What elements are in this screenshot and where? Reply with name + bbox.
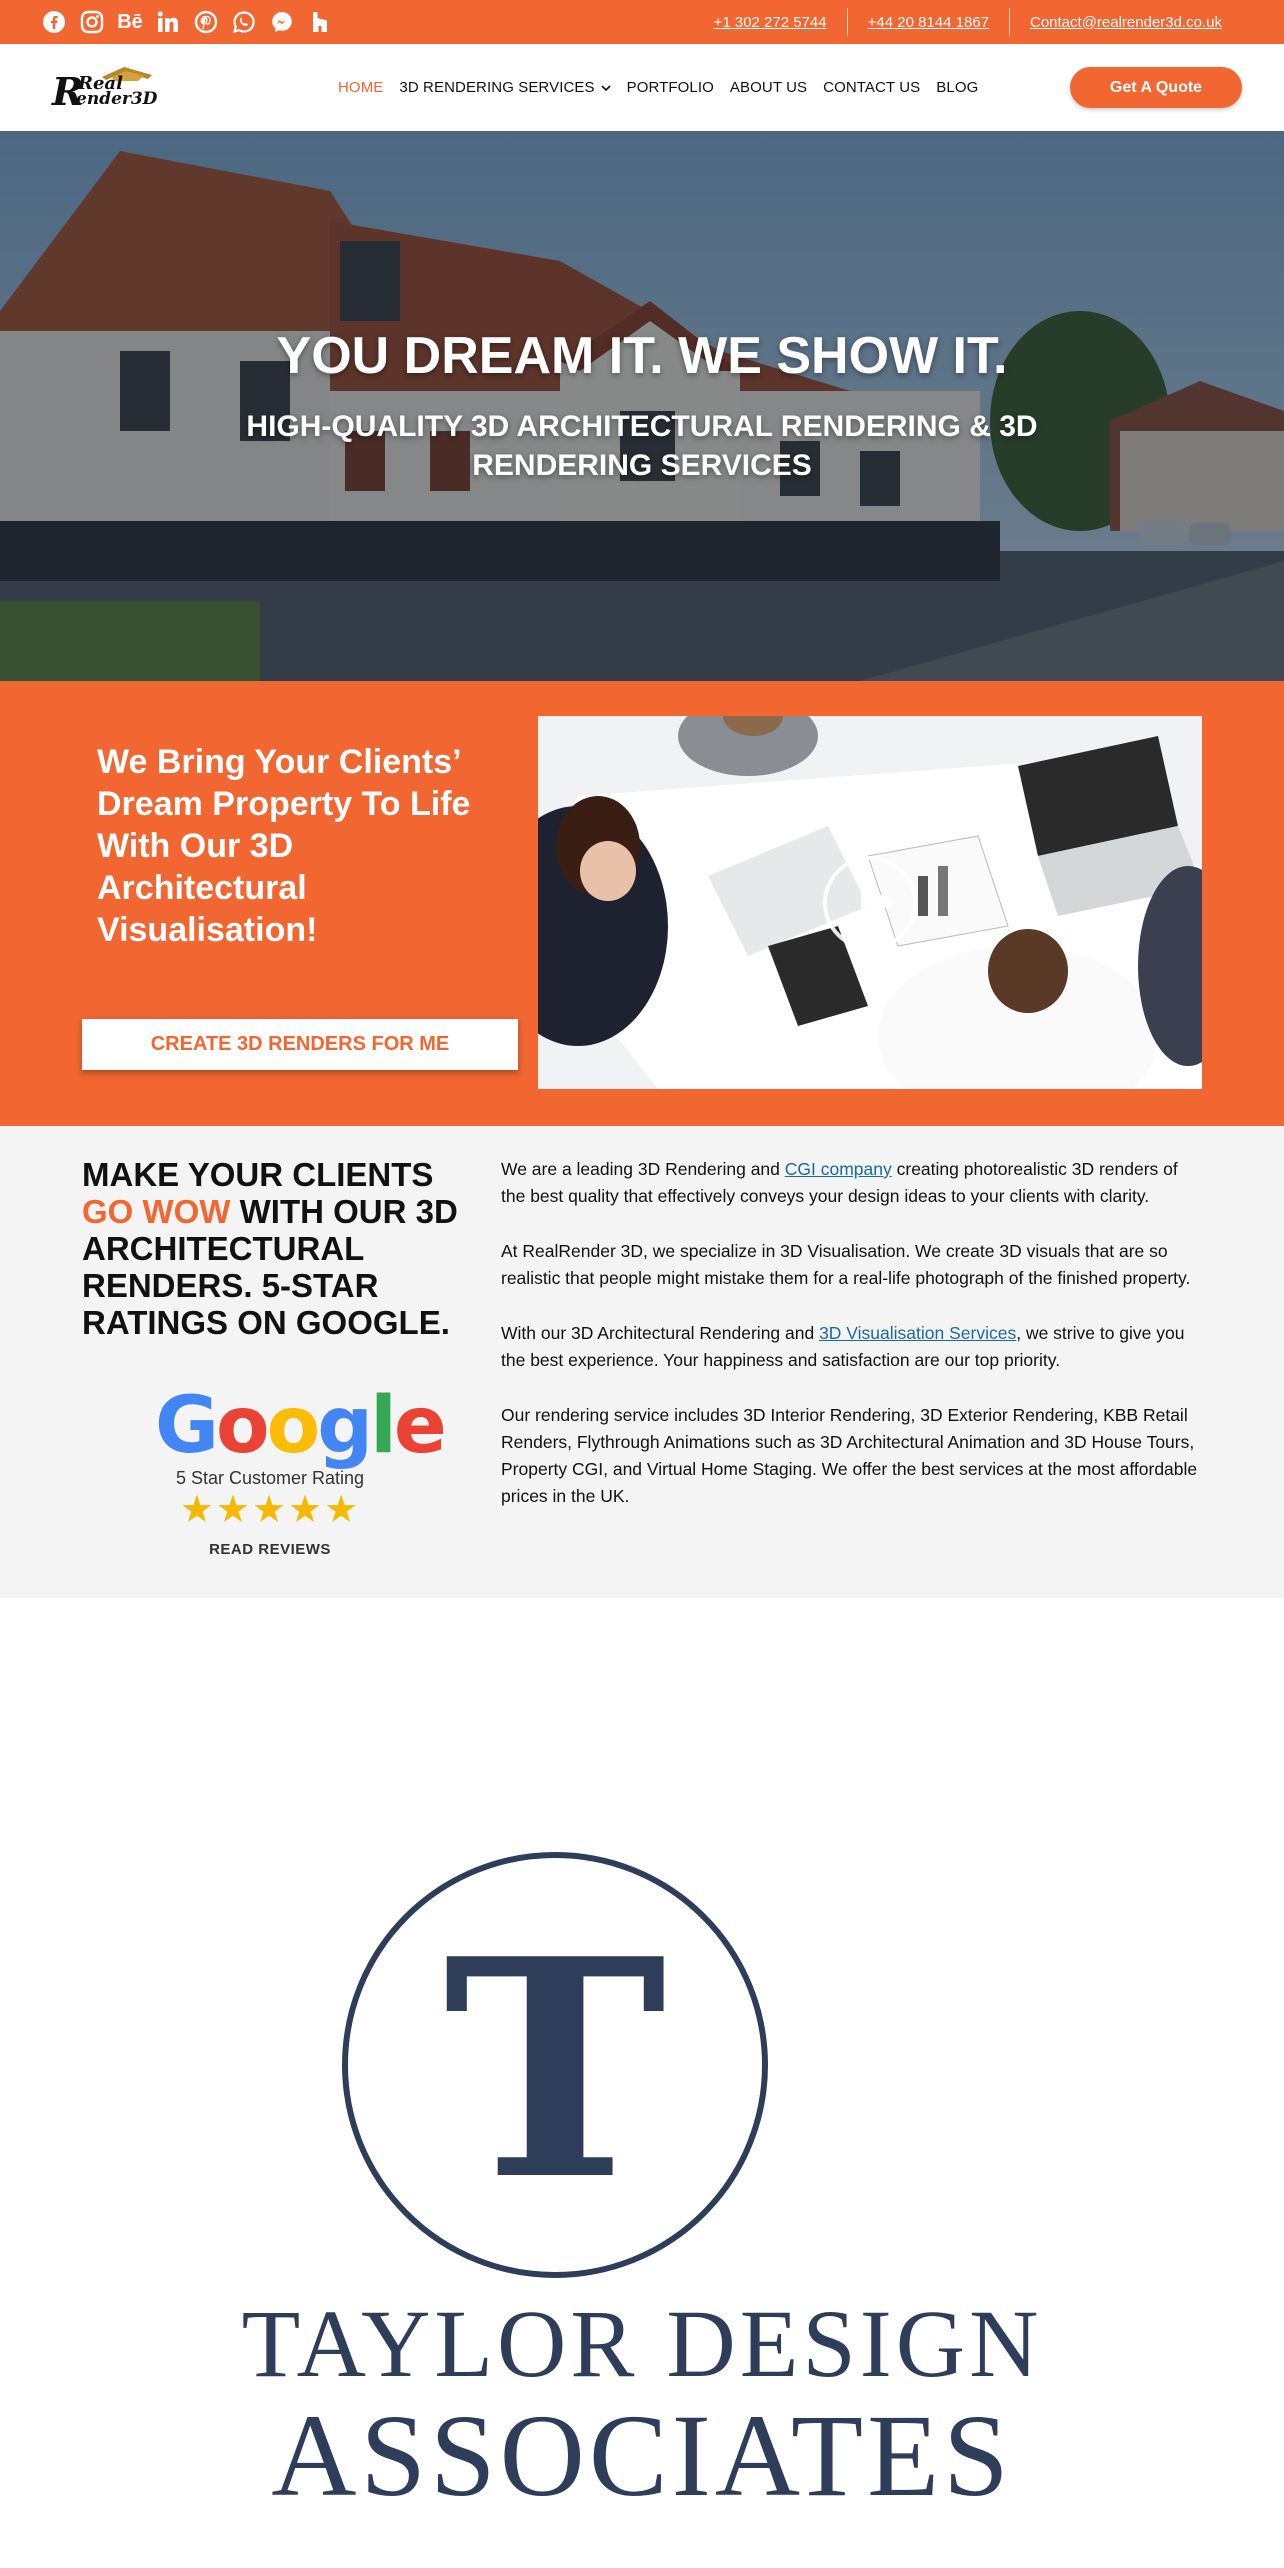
nav-about-us[interactable]: ABOUT US (729, 79, 808, 96)
about-heading (82, 1156, 482, 1341)
heading-go-wow: GO WOW (82, 1193, 231, 1230)
main-nav (338, 44, 978, 131)
rating-text: 5 Star Customer Rating (175, 1468, 365, 1488)
hero-title: YOU DREAM IT. WE SHOW IT. (276, 327, 1008, 385)
social-links (42, 10, 332, 34)
facebook-icon[interactable] (42, 10, 66, 34)
google-letter: o (266, 1381, 318, 1471)
linkedin-icon[interactable] (156, 10, 180, 34)
hero-subtitle: HIGH-QUALITY 3D ARCHITECTURAL RENDERING & 3D RENDERING SERVICES (246, 410, 1038, 482)
heading-part-1: MAKE YOUR CLIENTS (82, 1156, 434, 1193)
hero-house-image (0, 131, 1284, 681)
google-letter: l (370, 1381, 394, 1471)
top-bar (0, 0, 1284, 44)
google-letter: o (216, 1381, 267, 1471)
logo-initial: R (52, 68, 84, 114)
realrender3d-logo[interactable] (52, 63, 177, 113)
nav-label: 3D RENDERING SERVICES (399, 79, 595, 96)
heading-part-2: WITH OUR 3D ARCHITECTURAL RENDERS. 5-STAR RATINGS ON GOOGLE. (82, 1193, 458, 1341)
promo-section (0, 681, 1284, 1126)
email-link[interactable]: Contact@realrender3d.co.uk (1030, 13, 1222, 31)
video-thumbnail[interactable] (538, 716, 1202, 1089)
five-stars-icon: ★★★★★ (179, 1489, 361, 1531)
about-paragraph: At RealRender 3D, we specialize in 3D Visualisation. We create 3D visuals that are so realistic that people might mistake them for a real-life photograph of the finished property. (501, 1241, 1191, 1288)
create-renders-button[interactable]: CREATE 3D RENDERS FOR ME (82, 1019, 518, 1070)
contact-links (694, 8, 1242, 36)
hero-banner (0, 131, 1284, 681)
houzz-icon[interactable] (308, 10, 332, 34)
behance-icon[interactable]: Bē (117, 10, 143, 33)
visualisation-services-link[interactable]: 3D Visualisation Services (819, 1323, 1017, 1343)
google-letter: e (393, 1381, 444, 1471)
text: , we strive to give you the best experience. Your happiness and satisfaction are our top priority. (501, 1323, 1185, 1370)
google-logo (155, 1381, 444, 1471)
pinterest-icon[interactable] (194, 10, 218, 34)
logo-text-bottom: ender3D (76, 88, 158, 109)
messenger-icon[interactable] (270, 10, 294, 34)
about-section (0, 1126, 1284, 1598)
cgi-company-link[interactable]: CGI company (784, 1159, 892, 1179)
read-reviews-link[interactable]: READ REVIEWS (209, 1541, 331, 1558)
logo-text-top: Real (78, 72, 123, 94)
nav-blog[interactable]: BLOG (936, 79, 979, 96)
whatsapp-icon[interactable] (232, 10, 256, 34)
text: creating photorealistic 3D renders of the best quality that effectively conveys your design ideas to your clients with clarity. (501, 1159, 1178, 1206)
phone-us-link[interactable]: +1 302 272 5744 (713, 13, 827, 31)
nav-3d-rendering-services[interactable] (399, 79, 610, 96)
site-header (0, 44, 1284, 131)
about-paragraph: Our rendering service includes 3D Interior Rendering, 3D Exterior Rendering, KBB Retail Renders, Flythrough Animations such as 3D Architectural Animation and 3D House Tours, Property CGI, and Virtual Home Staging. We offer the best services at the most affordable prices in the UK. (501, 1405, 1198, 1506)
about-text (501, 1156, 1201, 1538)
about-paragraph (501, 1156, 1201, 1210)
promo-heading: We Bring Your Clients’ Dream Property To Life With Our 3D Architectural Visualisation! (97, 743, 471, 949)
instagram-icon[interactable] (80, 10, 104, 34)
nav-contact-us[interactable]: CONTACT US (823, 79, 921, 96)
nav-portfolio[interactable]: PORTFOLIO (626, 79, 714, 96)
text: With our 3D Architectural Rendering and (501, 1323, 820, 1343)
logo-initial-t: T (443, 1893, 667, 2246)
play-video-icon[interactable] (823, 856, 917, 950)
google-letter: g (317, 1381, 371, 1471)
chevron-down-icon (601, 84, 611, 92)
google-letter: G (155, 1381, 217, 1471)
client-name-line-2: ASSOCIATES (271, 2390, 1013, 2521)
get-a-quote-button[interactable]: Get A Quote (1070, 67, 1242, 108)
google-rating-badge[interactable] (155, 1381, 444, 1558)
phone-uk-link[interactable]: +44 20 8144 1867 (867, 13, 989, 31)
about-paragraph (501, 1320, 1201, 1374)
nav-home[interactable]: HOME (338, 79, 384, 96)
client-name-line-1: TAYLOR DESIGN (241, 2290, 1043, 2397)
text: We are a leading 3D Rendering and (501, 1159, 785, 1179)
client-logo-section (0, 1598, 1284, 2568)
